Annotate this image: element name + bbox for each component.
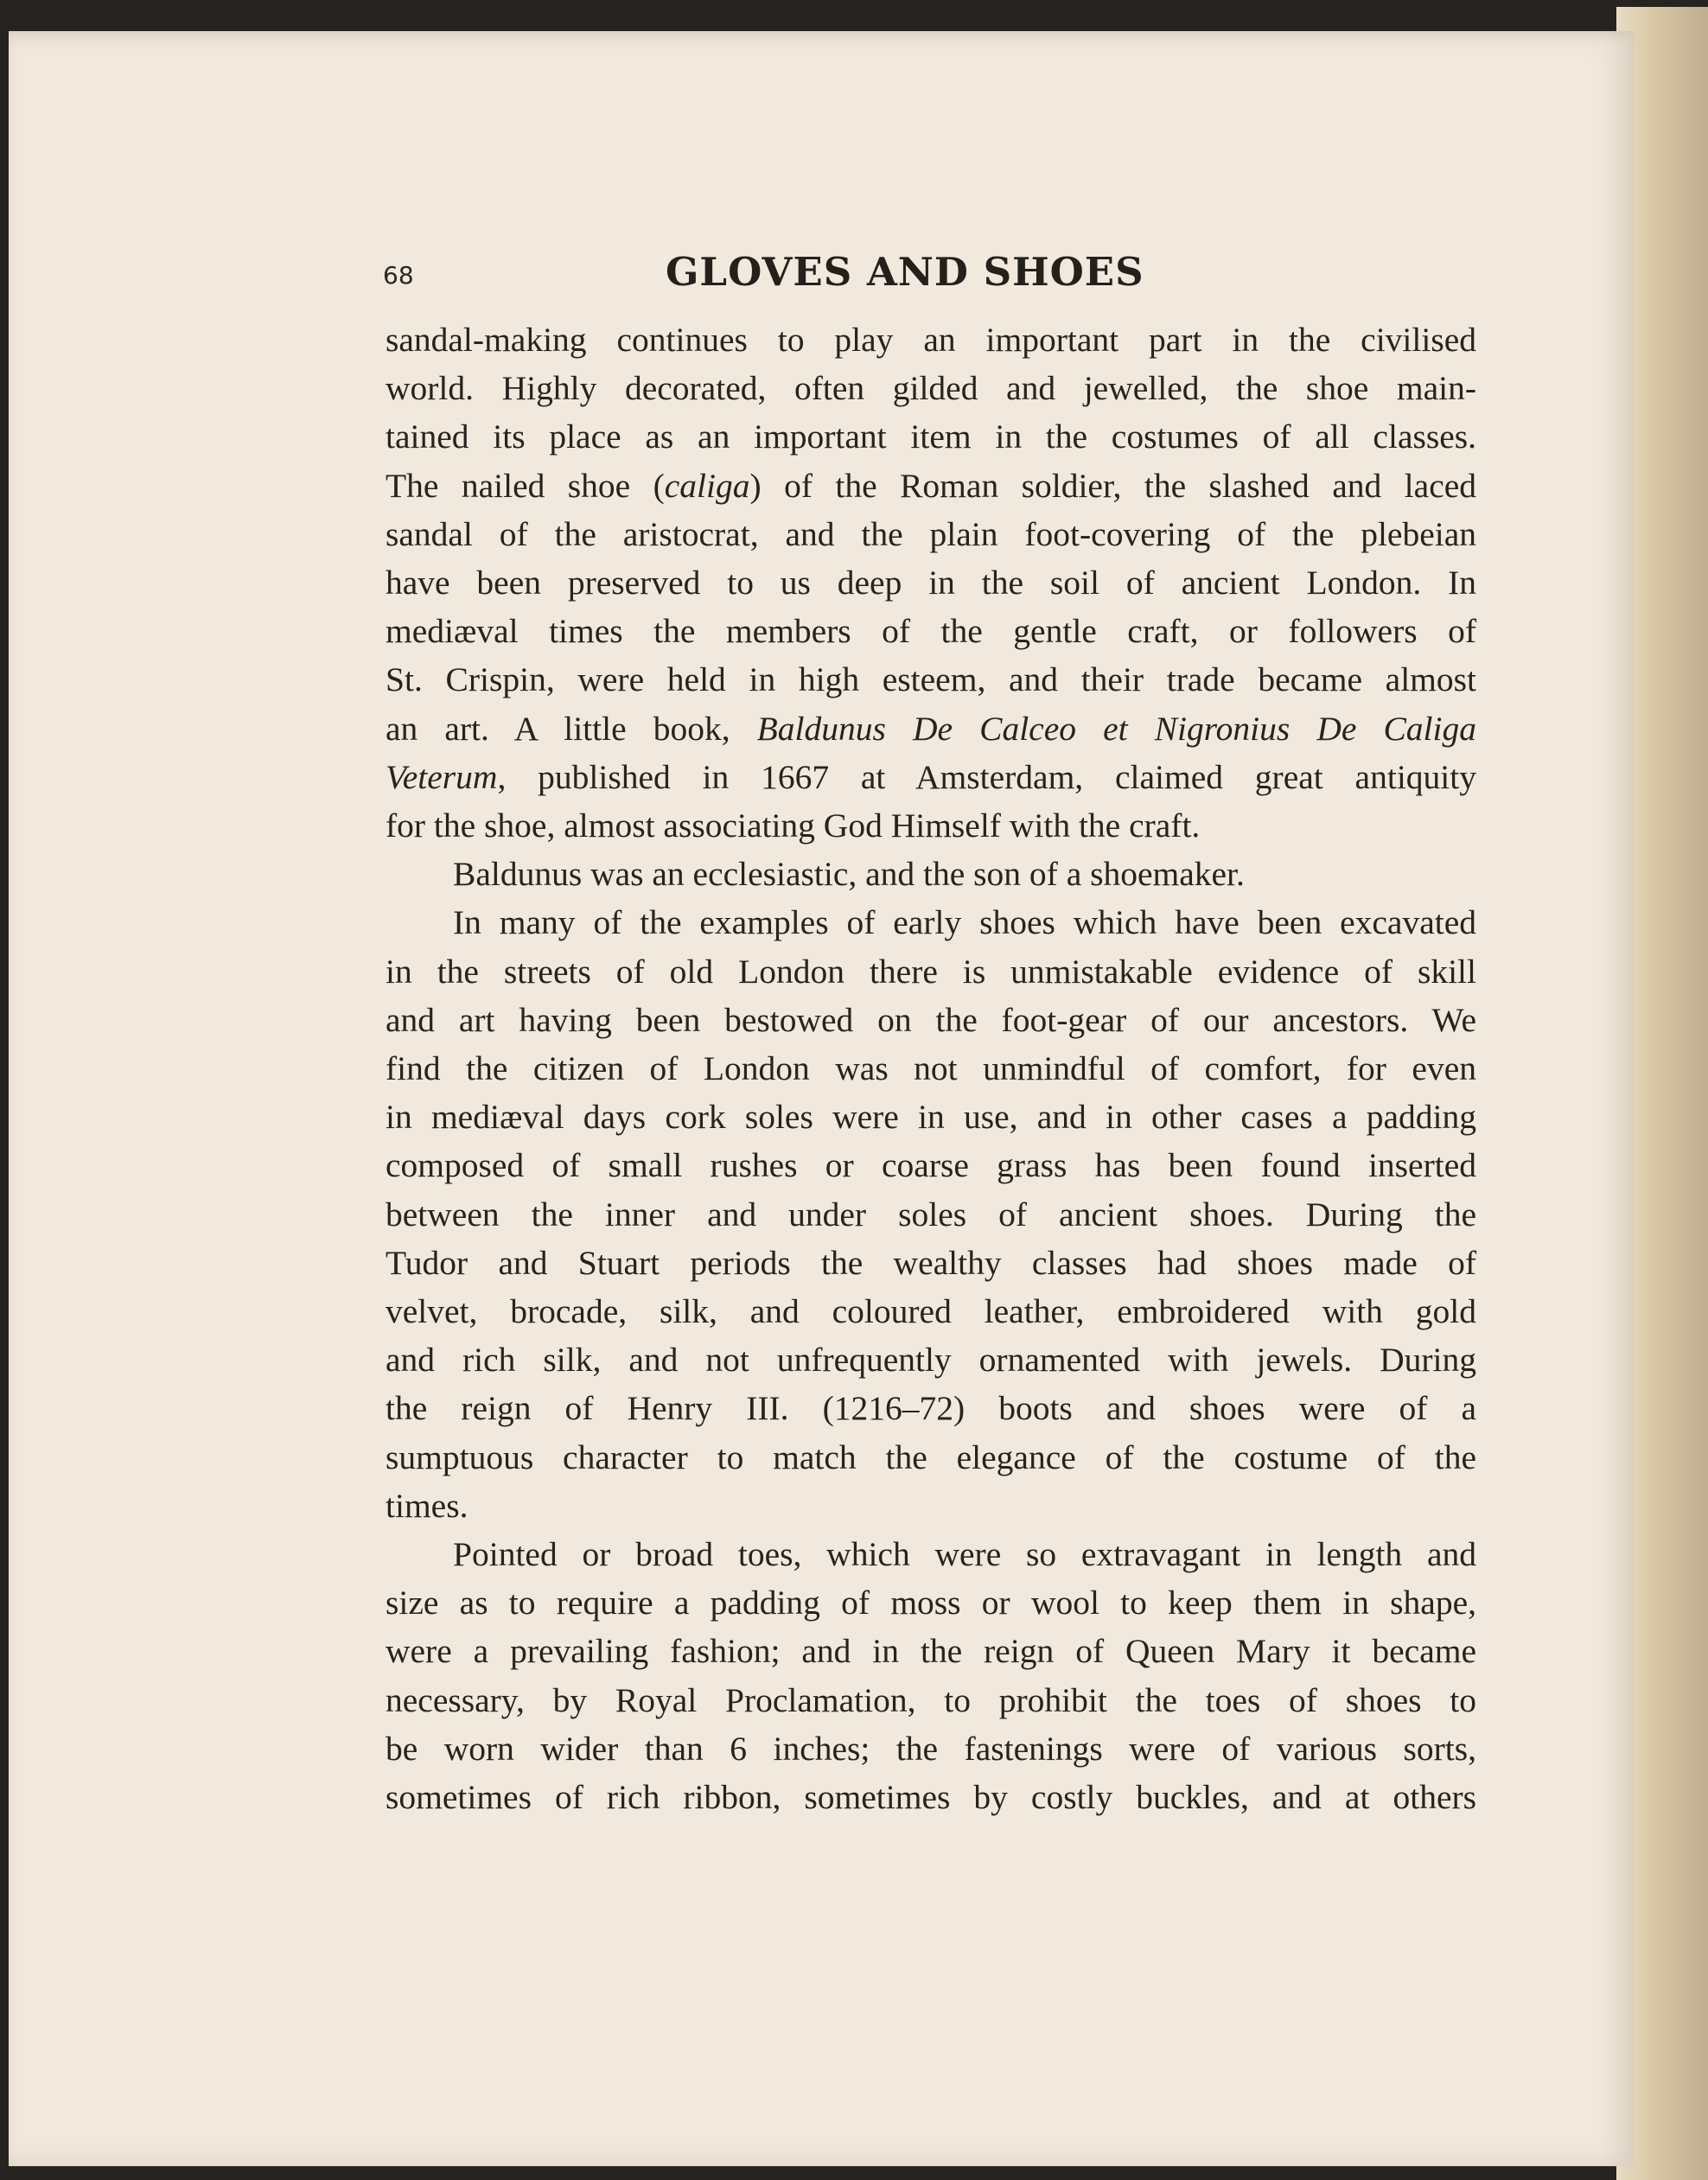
text-run: ) of the Roman soldier, the slashed and laced xyxy=(749,466,1477,505)
italic-title: Veterum xyxy=(386,757,498,796)
text-line: necessary, by Royal Proclamation, to prohibit the toes of shoes to xyxy=(386,1680,1476,1719)
text-line: world. Highly decorated, often gilded and jewelled, the shoe main- xyxy=(386,369,1476,408)
text-line: sometimes of rich ribbon, sometimes by costly buckles, and at others xyxy=(386,1778,1476,1817)
text-line: size as to require a padding of moss or wool to keep them in shape, xyxy=(386,1584,1476,1622)
text-line: between the inner and under soles of ancient shoes. During the xyxy=(386,1195,1476,1233)
text-line: sandal of the aristocrat, and the plain foot-covering of the plebeian xyxy=(386,514,1476,553)
text-line: St. Crispin, were held in high esteem, and their trade became almost xyxy=(386,660,1476,699)
text-line: sandal-making continues to play an important part in the civilised xyxy=(386,321,1476,359)
text-line: have been preserved to us deep in the soil of ancient London. In xyxy=(386,564,1476,602)
text-line: composed of small rushes or coarse grass has been found inserted xyxy=(386,1146,1476,1185)
text-line: In many of the examples of early shoes which have been excavated xyxy=(453,903,1476,942)
text-line: were a prevailing fashion; and in the reign of Queen Mary it became xyxy=(386,1632,1476,1671)
text-run: The nailed shoe ( xyxy=(386,466,665,505)
text-line: Tudor and Stuart periods the wealthy classes had shoes made of xyxy=(386,1243,1476,1282)
text-line: for the shoe, almost associating God Himself with the craft. xyxy=(386,806,1201,845)
text-run: , published in 1667 at Amsterdam, claimed great antiquity xyxy=(497,757,1476,796)
text-line: times. xyxy=(386,1486,468,1525)
text-line: Baldunus was an ecclesiastic, and the son of a shoemaker. xyxy=(453,855,1245,894)
text-line: be worn wider than 6 inches; the fastenings were of various sorts, xyxy=(386,1729,1476,1768)
text-line xyxy=(386,462,1476,510)
text-line xyxy=(386,704,1476,753)
text-line: tained its place as an important item in the costumes of all classes. xyxy=(386,418,1476,456)
italic-title: Baldunus De Calceo et Nigronius De Caliga xyxy=(756,709,1476,748)
page-number: 68 xyxy=(383,261,414,290)
running-title: GLOVES AND SHOES xyxy=(666,249,1144,295)
text-line: in the streets of old London there is unmistakable evidence of skill xyxy=(386,952,1476,991)
italic-term: caliga xyxy=(664,466,750,505)
text-line: mediæval times the members of the gentle craft, or followers of xyxy=(386,612,1476,651)
text-line xyxy=(386,753,1476,801)
text-run: an art. A little book, xyxy=(386,709,757,748)
text-line: sumptuous character to match the elegance of the costume of the xyxy=(386,1437,1476,1476)
text-line: Pointed or broad toes, which were so extravagant in length and xyxy=(453,1535,1476,1574)
body-text xyxy=(386,316,1476,1821)
text-line: and art having been bestowed on the foot-gear of our ancestors. We xyxy=(386,1000,1476,1039)
text-line: and rich silk, and not unfrequently ornamented with jewels. During xyxy=(386,1341,1476,1380)
text-line: in mediæval days cork soles were in use, and in other cases a padding xyxy=(386,1098,1476,1137)
text-line: velvet, brocade, silk, and coloured leather, embroidered with gold xyxy=(386,1292,1476,1331)
text-line: the reign of Henry III. (1216–72) boots and shoes were of a xyxy=(386,1389,1476,1428)
text-line: find the citizen of London was not unmindful of comfort, for even xyxy=(386,1049,1476,1088)
